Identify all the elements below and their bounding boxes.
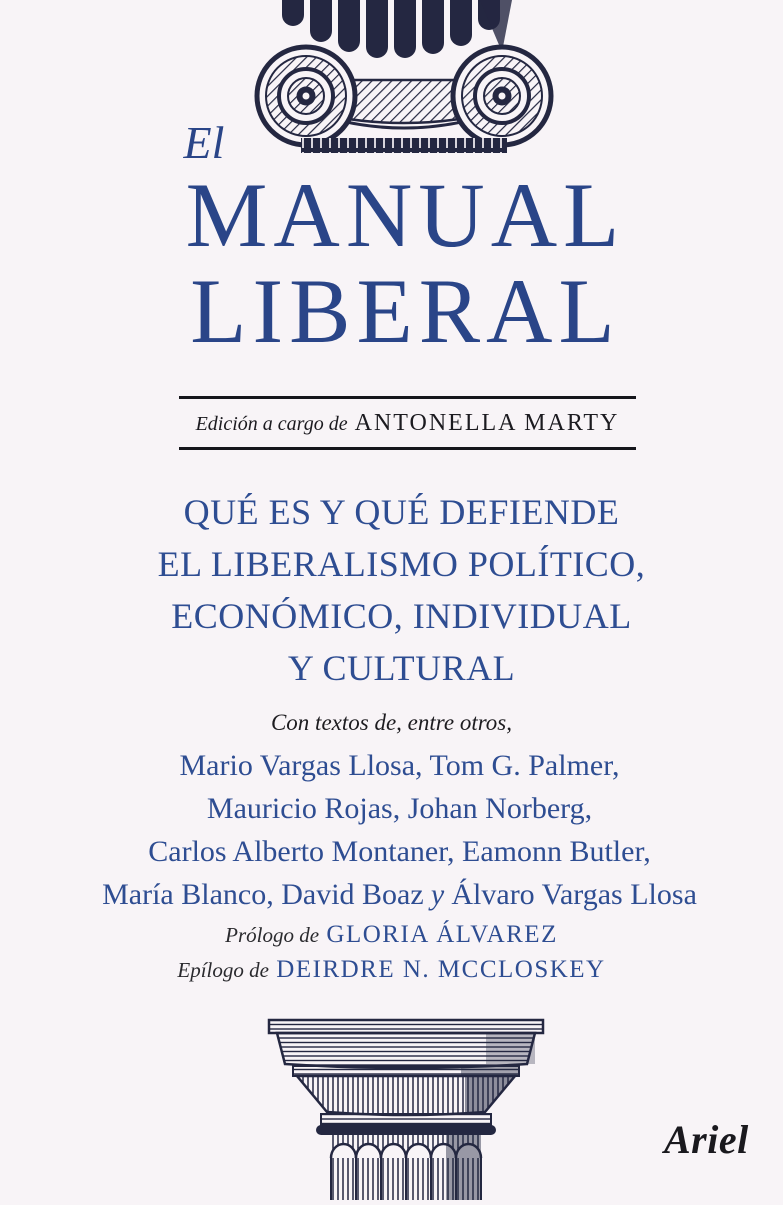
title-article: El [183,117,225,168]
abacus-top-slab [269,1020,543,1033]
subtitle [42,486,762,694]
contributors-line-4 [30,873,770,916]
contributors-line-4-before: María Blanco, David Boaz [102,878,424,911]
editor-band [179,396,636,450]
prologue-name: GLORIA ÁLVAREZ [326,921,558,948]
epilogue-line [0,956,783,984]
contributors-line-4-after: Álvaro Vargas Llosa [451,878,697,911]
prologue-prefix: Prólogo de [225,923,320,947]
title-block [182,117,630,362]
title-line-1: MANUAL [185,164,626,266]
contributors-line-3: Carlos Alberto Montaner, Eamonn Butler, [148,835,651,868]
editor-prefix: Edición a cargo de [195,413,348,435]
epilogue-prefix: Epílogo de [177,958,269,982]
subtitle-line-4: Y CULTURAL [287,648,516,688]
prologue-line [0,921,783,949]
editor-name: ANTONELLA MARTY [354,410,620,436]
doric-capital-svg [261,1018,551,1200]
contributors-intro: Con textos de, entre otros, [270,710,513,735]
subtitle-line-1: QUÉ ES Y QUÉ DEFIENDE [183,492,620,532]
contributors-line-2: Mauricio Rojas, Johan Norberg, [206,792,593,825]
contributors-connector: y [430,878,445,911]
title-line-2: LIBERAL [190,259,621,362]
subtitle-line-2: EL LIBERALISMO POLÍTICO, [157,544,646,584]
neck-ring [316,1125,496,1135]
doric-capital-illustration [261,1018,551,1200]
contributors-list [30,744,770,916]
publisher-logo-ariel: Ariel [664,1117,749,1162]
subtitle-line-3: ECONÓMICO, INDIVIDUAL [171,596,632,636]
epilogue-name: DEIRDRE N. MCCLOSKEY [276,956,606,983]
contributors-line-1: Mario Vargas Llosa, Tom G. Palmer, [179,749,620,782]
